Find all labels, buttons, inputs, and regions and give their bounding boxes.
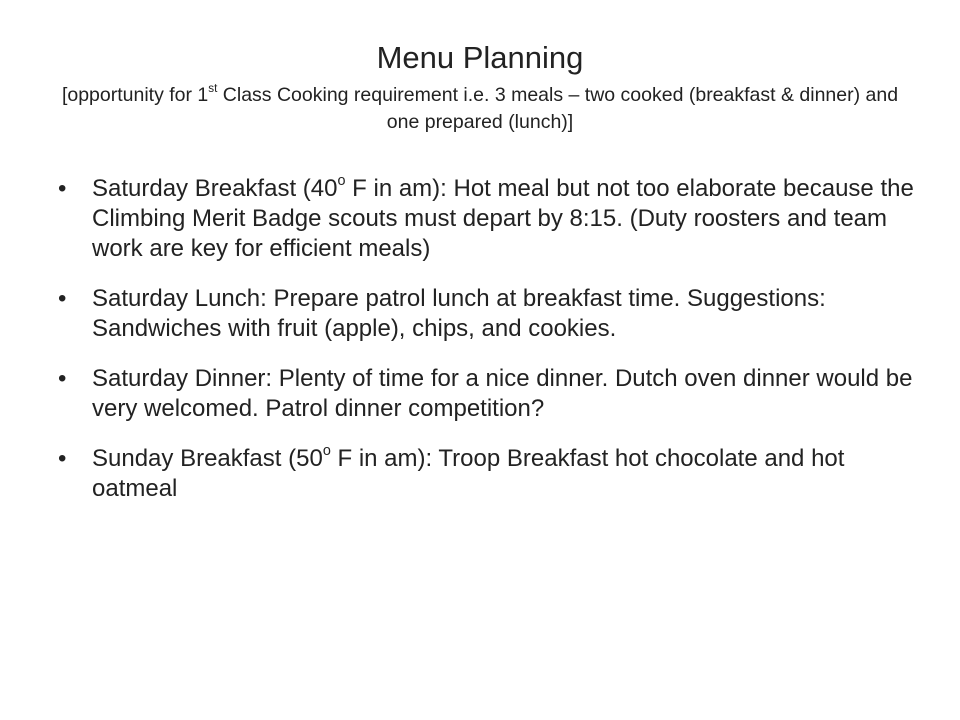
bullet-text-continued: F in am): Hot meal but not too elaborate because the Climbing Merit Badge scouts must depart by 8:15. (Duty roosters and team work are key for efficient meals) bbox=[92, 175, 914, 262]
bullet-text: Saturday Lunch: Prepare patrol lunch at breakfast time. Suggestions: Sandwiches with fruit (apple), chips, and cookies. bbox=[92, 285, 826, 342]
bullet-text-continued: F in am): Troop Breakfast hot chocolate and hot oatmeal bbox=[92, 445, 845, 502]
bullet-list bbox=[58, 174, 918, 524]
bullet-text: Sunday Breakfast (50 bbox=[92, 445, 323, 472]
degree-superscript: o bbox=[322, 443, 331, 460]
bullet-item-saturday-breakfast bbox=[58, 174, 918, 264]
subtitle-text-start: [opportunity for 1 bbox=[61, 84, 209, 106]
title-block bbox=[60, 38, 900, 136]
bullet-icon: • bbox=[58, 445, 67, 472]
bullet-item-sunday-breakfast bbox=[58, 444, 918, 504]
slide-title: Menu Planning bbox=[376, 40, 584, 75]
slide-subtitle bbox=[60, 82, 900, 136]
subtitle-ordinal-suffix: st bbox=[208, 82, 218, 96]
subtitle-text-end: Class Cooking requirement i.e. 3 meals – two cooked (breakfast & dinner) and one prepared (lunch)] bbox=[217, 84, 899, 133]
bullet-item-saturday-dinner bbox=[58, 364, 918, 424]
degree-superscript: o bbox=[337, 173, 346, 190]
bullet-item-saturday-lunch bbox=[58, 284, 918, 344]
bullet-icon: • bbox=[58, 365, 67, 392]
bullet-text: Saturday Breakfast (40 bbox=[92, 175, 338, 202]
bullet-text: Saturday Dinner: Plenty of time for a nice dinner. Dutch oven dinner would be very welcomed. Patrol dinner competition? bbox=[92, 365, 913, 422]
bullet-icon: • bbox=[58, 285, 67, 312]
bullet-icon: • bbox=[58, 175, 67, 202]
